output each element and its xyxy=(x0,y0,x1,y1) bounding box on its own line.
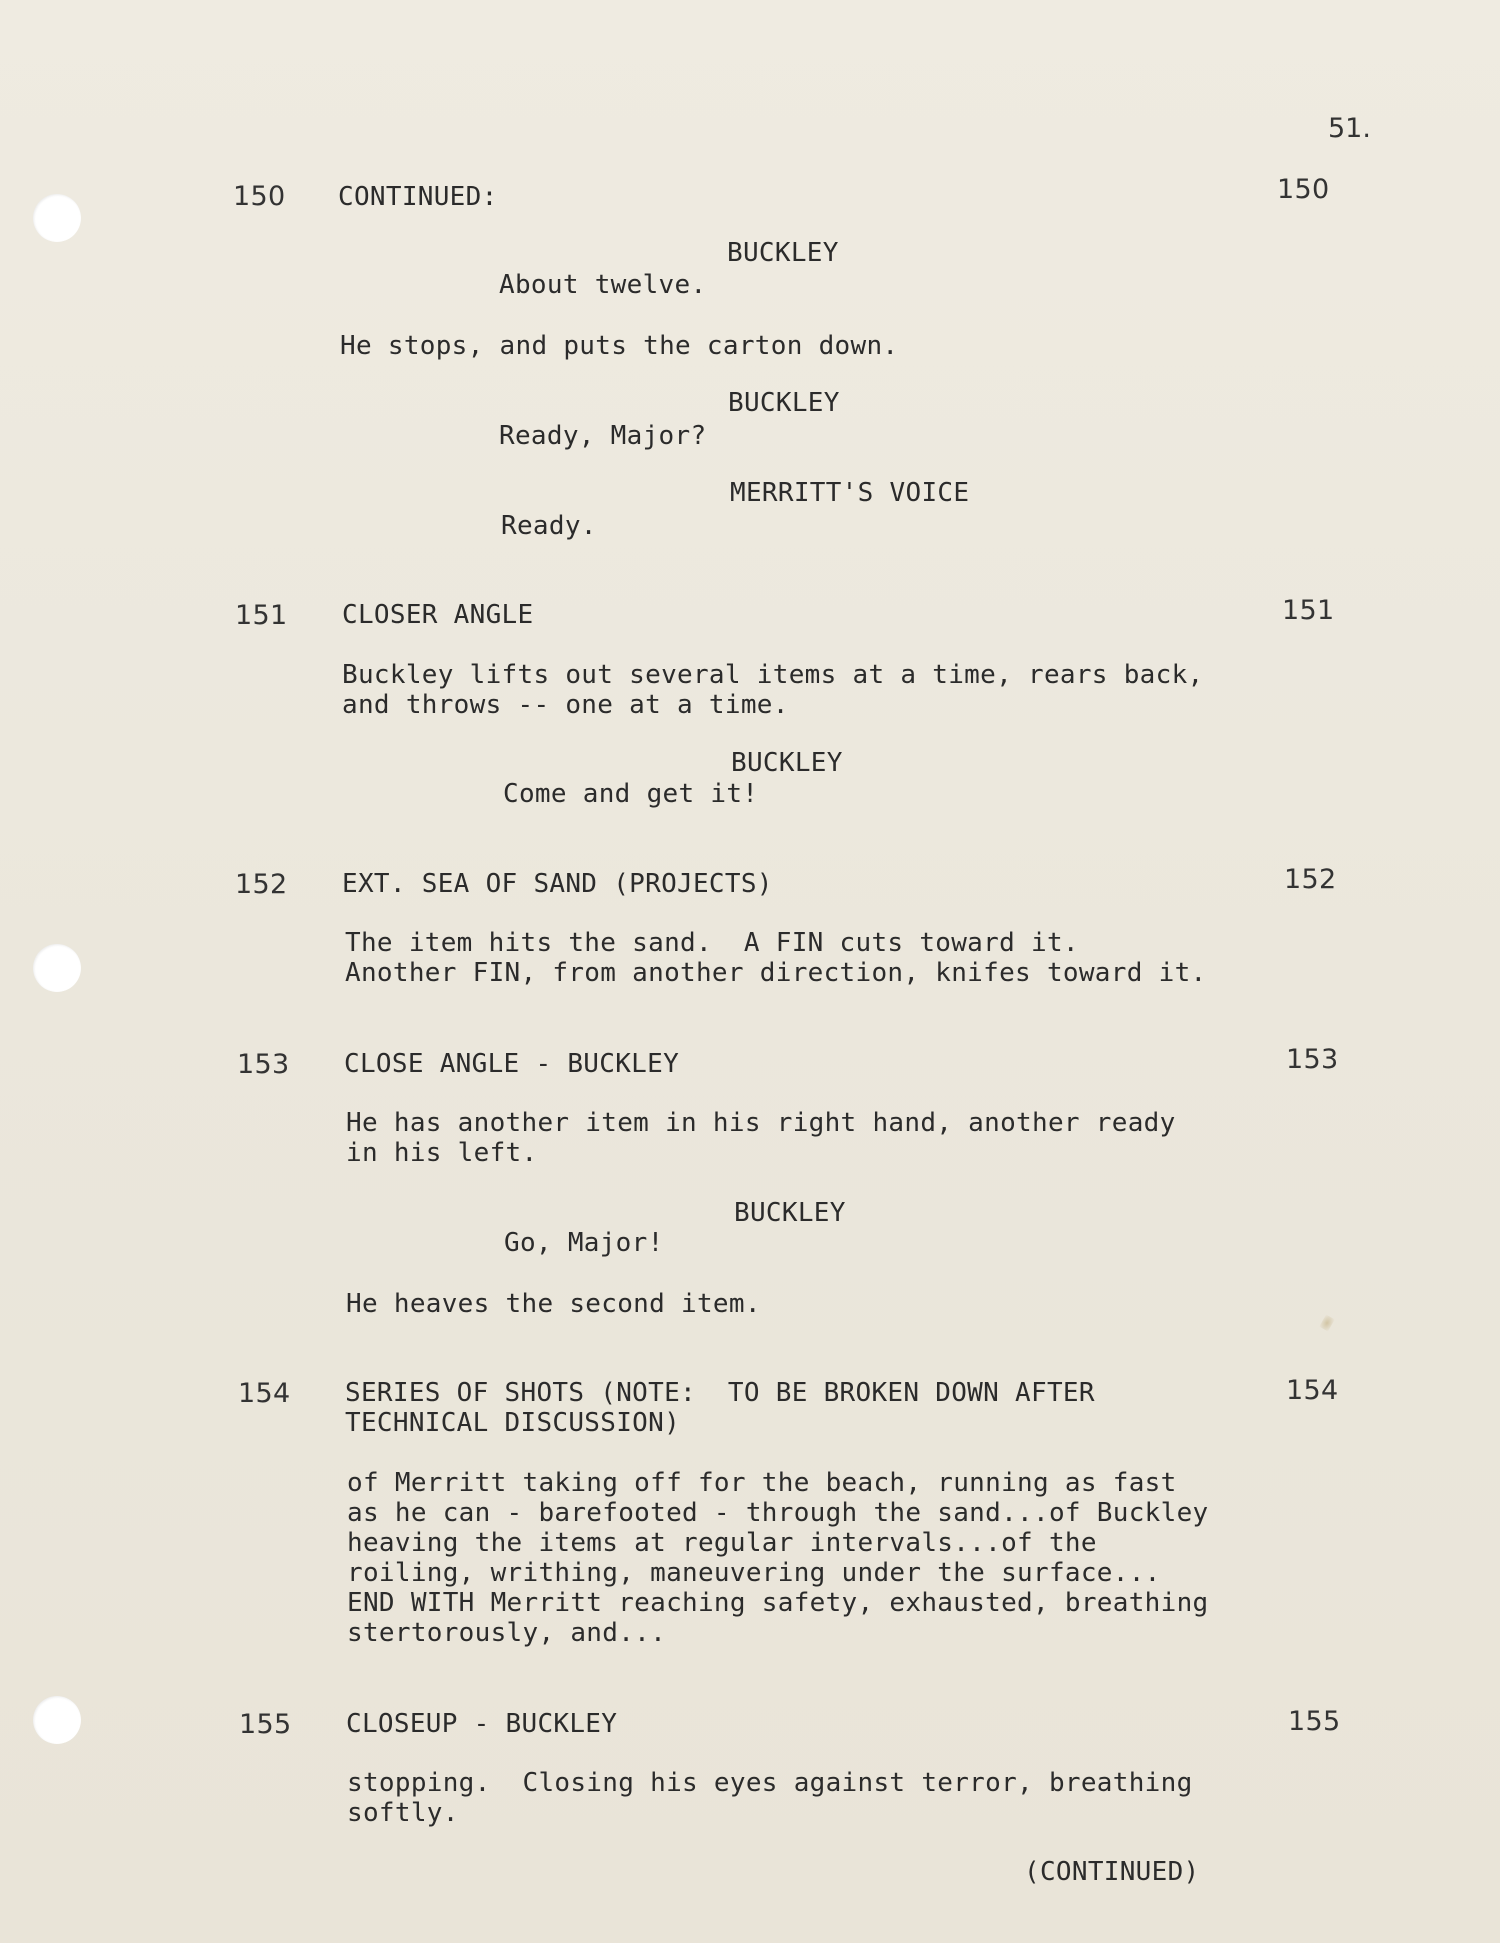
action-line: He has another item in his right hand, another ready xyxy=(346,1108,1176,1138)
action-line: heaving the items at regular intervals...of the xyxy=(347,1528,1097,1558)
character-name: BUCKLEY xyxy=(727,238,839,268)
scene-number-right: 154 xyxy=(1286,1375,1339,1406)
action-line: and throws -- one at a time. xyxy=(342,690,789,720)
scene-heading: CLOSE ANGLE - BUCKLEY xyxy=(344,1049,680,1079)
punch-hole-top xyxy=(33,194,81,242)
scene-number-left: 152 xyxy=(235,869,288,900)
continued-footer: (CONTINUED) xyxy=(1024,1857,1200,1887)
scene-heading: SERIES OF SHOTS (NOTE: TO BE BROKEN DOWN AFTER xyxy=(345,1378,1095,1408)
scene-number-left: 150 xyxy=(233,181,286,212)
scene-number-right: 153 xyxy=(1286,1044,1339,1075)
action-line: as he can - barefooted - through the sand...of Buckley xyxy=(347,1498,1209,1528)
dialogue: Ready. xyxy=(501,511,597,541)
scene-heading: CLOSER ANGLE xyxy=(342,600,534,630)
character-name: MERRITT'S VOICE xyxy=(730,478,970,508)
punch-hole-bottom xyxy=(33,1696,81,1744)
scene-number-right: 152 xyxy=(1284,864,1337,895)
page-number: 51. xyxy=(1328,113,1371,144)
action-line: of Merritt taking off for the beach, running as fast xyxy=(347,1468,1177,1498)
scene-heading: EXT. SEA OF SAND (PROJECTS) xyxy=(342,869,773,899)
action-line: roiling, writhing, maneuvering under the surface... xyxy=(347,1558,1161,1588)
dialogue: Go, Major! xyxy=(504,1228,664,1258)
scene-number-right: 150 xyxy=(1277,174,1330,205)
scene-number-right: 151 xyxy=(1282,595,1335,626)
scene-heading: CLOSEUP - BUCKLEY xyxy=(346,1709,618,1739)
action-line: Buckley lifts out several items at a time, rears back, xyxy=(342,660,1204,690)
action-line: Another FIN, from another direction, knifes toward it. xyxy=(345,958,1207,988)
action-line: stertorously, and... xyxy=(347,1618,667,1648)
character-name: BUCKLEY xyxy=(728,388,840,418)
dialogue: Come and get it! xyxy=(503,779,759,809)
scene-number-left: 155 xyxy=(239,1709,292,1740)
paper-smudge xyxy=(1319,1314,1335,1331)
action-line: END WITH Merritt reaching safety, exhausted, breathing xyxy=(347,1588,1209,1618)
character-name: BUCKLEY xyxy=(734,1198,846,1228)
action-line: stopping. Closing his eyes against terror, breathing xyxy=(347,1768,1193,1798)
action-line: He heaves the second item. xyxy=(346,1289,761,1319)
action-line: softly. xyxy=(347,1798,459,1828)
scene-heading: CONTINUED: xyxy=(338,182,498,212)
scene-number-left: 151 xyxy=(235,600,288,631)
punch-hole-middle xyxy=(33,944,81,992)
dialogue: Ready, Major? xyxy=(499,421,707,451)
action-line: in his left. xyxy=(346,1138,538,1168)
scene-number-left: 154 xyxy=(238,1378,291,1409)
scene-heading: TECHNICAL DISCUSSION) xyxy=(345,1408,681,1438)
action-line: He stops, and puts the carton down. xyxy=(340,331,899,361)
scene-number-right: 155 xyxy=(1288,1706,1341,1737)
dialogue: About twelve. xyxy=(499,270,707,300)
character-name: BUCKLEY xyxy=(731,748,843,778)
scene-number-left: 153 xyxy=(237,1049,290,1080)
action-line: The item hits the sand. A FIN cuts toward it. xyxy=(345,928,1079,958)
